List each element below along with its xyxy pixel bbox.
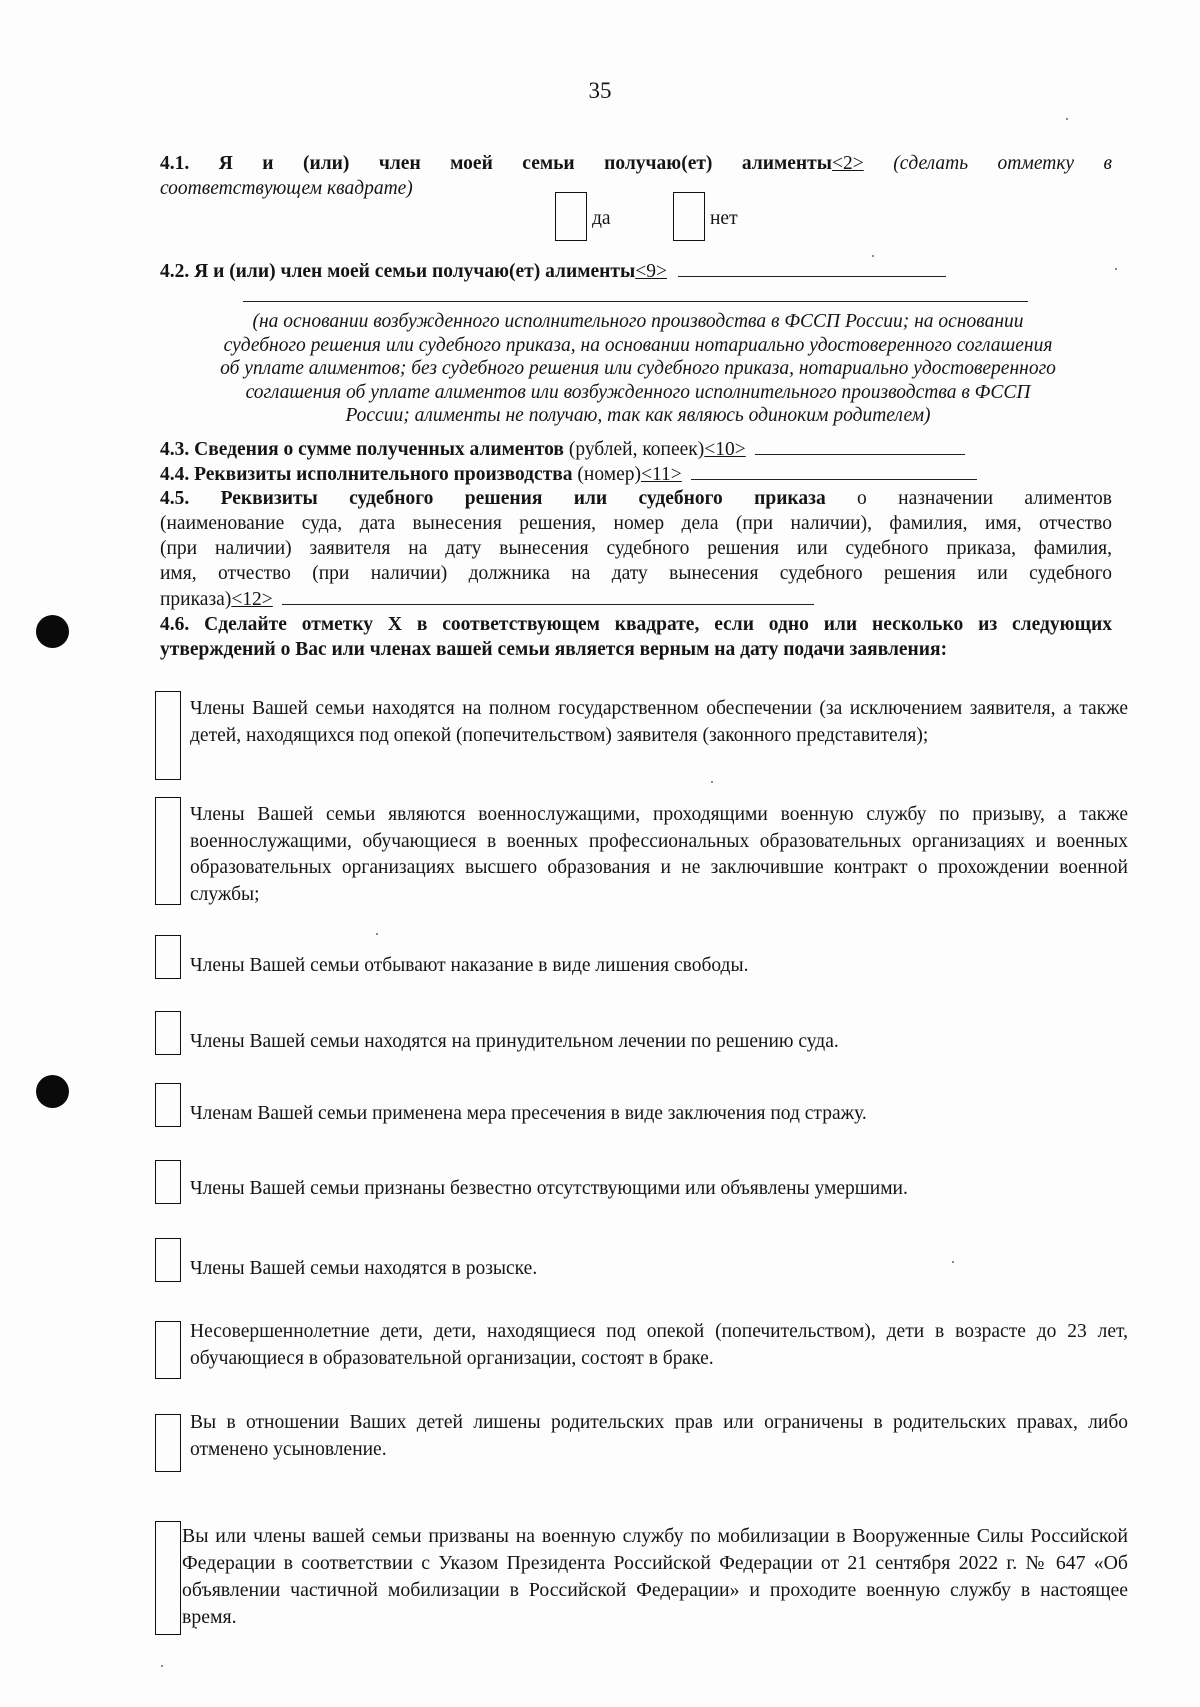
- q42-line: [160, 258, 946, 284]
- page-number: 35: [588, 78, 612, 103]
- checklist-item-text: Члены Вашей семьи находятся в розыске.: [190, 1258, 538, 1279]
- checklist-item-text: Члены Вашей семьи отбывают наказание в виде лишения свободы.: [190, 955, 749, 976]
- q41-instruction-cont: соответствующем квадрате): [160, 178, 413, 199]
- checklist-item-text: Члены Вашей семьи находятся на полном государственном обеспечении (за исключением заявителя, а также детей, находящихся под опекой (попечительством) заявителя (законного представителя);: [190, 698, 1128, 746]
- checklist-checkbox[interactable]: [155, 935, 181, 979]
- checklist-checkbox[interactable]: [155, 1321, 181, 1379]
- checklist-item-text: Вы в отношении Ваших детей лишены родительских прав или ограничены в родительских правах, либо отменено усыновление.: [190, 1412, 1128, 1460]
- checklist-item-text: Несовершеннолетние дети, дети, находящиеся под опекой (попечительством), дети в возрасте до 23 лет, обучающиеся в образовательной организации, состоят в браке.: [190, 1321, 1128, 1369]
- scan-speck: [711, 781, 713, 783]
- q43-title: Сведения о сумме полученных алиментов: [194, 439, 564, 460]
- punch-hole-top: [36, 615, 69, 648]
- q43-line: [160, 436, 965, 462]
- checklist-item-text: Вы или члены вашей семьи призваны на военную службу по мобилизации в Вооруженные Силы Российской Федерации в соответствии с Указом Президента Российской Федерации от 21 сентября 2022 г. № 647 «Об объявлении частичной мобилизации в Российской Федерации» и проходите военную службу в настоящее время.: [182, 1525, 1128, 1628]
- q45-answer-field[interactable]: [282, 586, 814, 605]
- checklist-item-text: Члены Вашей семьи являются военнослужащими, проходящими военную службу по призыву, а также военнослужащими, обучающиеся в военных профессиональных образовательных организациях и военных образовательных организациях высшего образования и не заключившие контракт о прохождении военной службы;: [190, 804, 1128, 905]
- q44-unit: (номер): [572, 464, 641, 485]
- q42-note-line: об уплате алиментов; без судебного решения или судебного приказа, нотариально удостоверенного: [220, 358, 1056, 379]
- q42-note-line: России; алименты не получаю, так как являюсь одиноким родителем): [345, 405, 931, 426]
- q44-answer-field[interactable]: [691, 461, 977, 480]
- q45-line1-rest: о назначении алиментов: [857, 488, 1112, 509]
- q43-answer-field[interactable]: [755, 436, 965, 455]
- q45-line1: [160, 486, 1112, 511]
- q45-last-line: [160, 586, 814, 612]
- q41-yes-label: да: [592, 208, 611, 229]
- checklist-checkbox[interactable]: [155, 691, 181, 780]
- checklist-checkbox[interactable]: [155, 1083, 181, 1127]
- q42-footnote-ref: <9>: [635, 261, 667, 282]
- q44-footnote-ref: <11>: [640, 464, 682, 485]
- q43-number: 4.3.: [160, 439, 190, 460]
- checklist-checkbox[interactable]: [155, 1521, 181, 1635]
- q42-answer-field[interactable]: [678, 258, 946, 277]
- q45-title: Реквизиты судебного решения или судебного приказа: [220, 488, 826, 509]
- q41-no-label: нет: [710, 208, 738, 229]
- scan-speck: [161, 1665, 163, 1667]
- q41-line1: [160, 151, 1112, 176]
- checklist-checkbox[interactable]: [155, 1011, 181, 1055]
- q44-title: Реквизиты исполнительного производства: [194, 464, 573, 485]
- checklist-item-text: Членам Вашей семьи применена мера пресечения в виде заключения под стражу.: [190, 1103, 867, 1124]
- q41-footnote-ref: <2>: [831, 153, 864, 174]
- checklist-item-text: Члены Вашей семьи признаны безвестно отсутствующими или объявлены умершими.: [190, 1178, 908, 1199]
- q42-number: 4.2.: [160, 261, 190, 282]
- checklist-checkbox[interactable]: [155, 1238, 181, 1282]
- q41-number: 4.1.: [160, 153, 190, 174]
- q42-answer-field-line2[interactable]: [243, 301, 1028, 302]
- checklist-checkbox[interactable]: [155, 1160, 181, 1204]
- q41-instruction: (сделать отметку в: [893, 153, 1113, 174]
- q41-yes-checkbox[interactable]: [555, 192, 587, 241]
- q45-footnote-ref: <12>: [231, 589, 273, 610]
- checklist-checkbox[interactable]: [155, 1414, 181, 1472]
- q43-footnote-ref: <10>: [704, 439, 746, 460]
- q42-note-line: (на основании возбужденного исполнительного производства в ФССП России; на основании: [252, 311, 1024, 332]
- q41-no-checkbox[interactable]: [673, 192, 705, 241]
- q43-unit: (рублей, копеек): [563, 439, 705, 460]
- q42-note-line: соглашения об уплате алиментов или возбужденного исполнительного производства в ФССП: [245, 381, 1031, 403]
- scan-speck: [872, 255, 874, 257]
- q42-note-line: судебного решения или судебного приказа, на основании нотариально удостоверенного соглашения: [223, 334, 1053, 356]
- q45-line: (наименование суда, дата вынесения решения, номер дела (при наличии), фамилия, имя, отчество: [160, 513, 1112, 534]
- q45-number: 4.5.: [160, 488, 190, 509]
- scan-speck: [376, 933, 378, 935]
- q44-line: [160, 461, 977, 487]
- q44-number: 4.4.: [160, 464, 190, 485]
- q45-line: (при наличии) заявителя на дату вынесения судебного решения или судебного приказа, фамилия,: [160, 538, 1112, 559]
- q46-heading-line2: утверждений о Вас или членах вашей семьи является верным на дату подачи заявления:: [160, 639, 948, 660]
- q45-line: имя, отчество (при наличии) должника на дату вынесения судебного решения или судебного: [160, 563, 1112, 584]
- scan-speck: [1115, 268, 1117, 270]
- q46-heading-line1: 4.6. Сделайте отметку Х в соответствующем квадрате, если одно или несколько из следующих: [160, 614, 1112, 635]
- scan-speck: [1066, 118, 1068, 120]
- punch-hole-bottom: [36, 1075, 69, 1108]
- checklist-item-text: Члены Вашей семьи находятся на принудительном лечении по решению суда.: [190, 1031, 839, 1052]
- q41-title: Я и (или) член моей семьи получаю(ет) алименты: [218, 153, 832, 174]
- q42-title: Я и (или) член моей семьи получаю(ет) алименты: [194, 261, 636, 282]
- checklist-checkbox[interactable]: [155, 797, 181, 905]
- q45-last-text: приказа): [160, 589, 232, 610]
